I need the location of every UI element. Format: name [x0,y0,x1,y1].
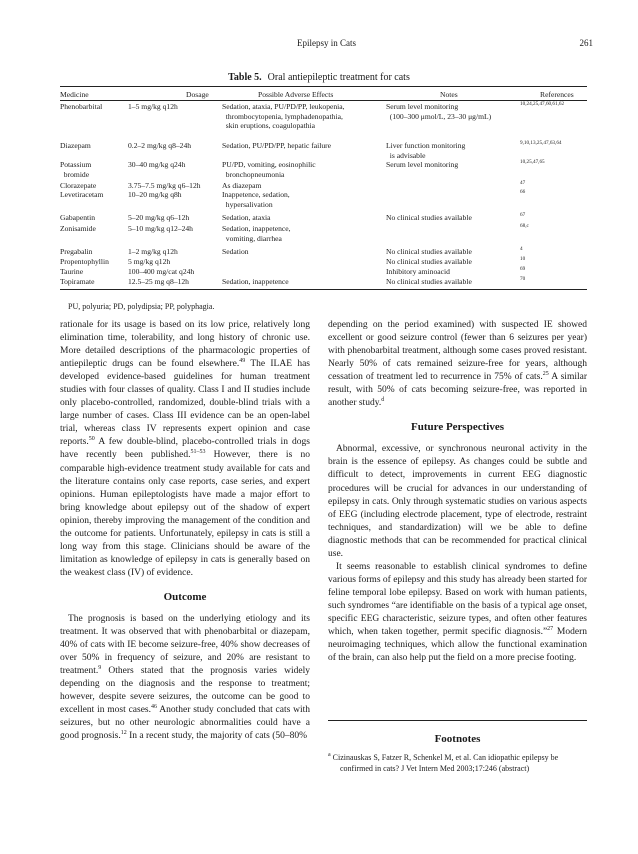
table-label: Table 5. [228,72,262,83]
cell-notes: No clinical studies available [386,213,472,222]
cell-medicine: Gabapentin [60,213,96,222]
cell-medicine: Topiramate [60,277,95,286]
cell-references: 67 [520,212,526,218]
cell-medicine: Propentophyllin [60,257,109,266]
cell-dosage: 0.2–2 mg/kg q8–24h [128,141,192,150]
cell-dosage: 1–2 mg/kg q12h [128,247,178,256]
cell-references: 68,c [520,223,529,229]
table-footnote: PU, polyuria; PD, polydipsia; PP, polyphagia. [68,302,215,311]
cell-notes: Serum level monitoring [386,160,459,169]
cell-dosage: 12.5–25 mg q8–12h [128,277,189,286]
cell-dosage: 5–20 mg/kg q6–12h [128,213,190,222]
cell-adverse-effects: PU/PD, vomiting, eosinophilic bronchopneumonia [222,160,316,179]
cell-references: 69 [520,266,526,272]
cell-dosage: 10–20 mg/kg q8h [128,190,182,199]
cell-adverse-effects: Sedation, ataxia, PU/PD/PP, leukopenia, thrombocytopenia, lymphadenopathia, skin eruptions, coagulopathia [222,102,345,131]
cell-adverse-effects: Sedation, PU/PD/PP, hepatic failure [222,141,332,150]
cell-references: 10,24,25,47,60,61,62 [520,101,565,107]
cell-dosage: 30–40 mg/kg q24h [128,160,186,169]
cell-references: 4 [520,246,523,252]
cell-adverse-effects: Inappetence, sedation, hypersalivation [222,190,290,209]
cell-dosage: 5 mg/kg q12h [128,257,171,266]
cell-notes: No clinical studies available [386,277,472,286]
cell-dosage: 100–400 mg/cat q24h [128,267,195,276]
cell-references: 47 [520,180,526,186]
cell-adverse-effects: Sedation [222,247,249,256]
cell-dosage: 5–10 mg/kg q12–24h [128,224,193,233]
running-title: Epilepsy in Cats [297,38,356,48]
cell-references: 10,25,47,65 [520,159,545,165]
cell-adverse-effects: As diazepam [222,181,262,190]
section-heading-outcome: Outcome [163,590,207,603]
paragraph: rationale for its usage is based on its low price, relatively long elimination time, tolerability, and long history of chronic use. More detailed descriptions of the pharmacologic properties of antiepileptic drugs can be found elsewhere.$^{49}$ The ILAE has developed evidence-based guidelines for human treatment studies with four classes of quality. Class I and II studies include only placebo-controlled, randomized, double-blind trials with a large number of cases. Class III evidence can be an open-label trial, whereas class IV represents expert opinion and case reports.$^{50}$ A few double-blind, placebo-controlled trials in dogs have recently been published.$^{51-53}$ However, there is no comparable high-evidence treatment study available for cats and the literature contains only case reports, case series, and expert opinions. Human epileptologists have made a major effort to bring knowledge about epilepsy out of the shadow of expert opinion, thereby improving the management of the condition and the outcome for patients. Unfortunately, epilepsy in cats is still a long way from this stage. Clinicians should be aware of the limitation as knowledge of epilepsy in cats is generally based on the weakest class (IV) of evidence. [60,320,310,578]
col-header-dosage: Dosage [186,90,209,99]
cell-medicine: Potassium bromide [60,160,92,179]
col-header-notes: Notes [440,90,458,99]
paragraph: It seems reasonable to establish clinical syndromes to define various forms of epilepsy and this study has already been started for feline temporal lobe epilepsy. Based on work with human patients, such syndromes “are identifiable on the basis of a typical age onset, specific EEG characteristic, seizure types, and often other features which, when taken together, permit specific diagnosis.”$^{27}$ Modern neuroimaging techniques, which allow the functional examination of the brain, can also help put the field on a more precise footing. [328,561,587,664]
cell-adverse-effects: Sedation, inappetence, vomiting, diarrhea [222,224,291,243]
table-bottom-rule [60,289,587,290]
section-heading-future-perspectives: Future Perspectives [411,421,504,434]
paragraph: The prognosis is based on the underlying etiology and its treatment. It was observed that with phenobarbital or diazepam, 40% of cats with IE become seizure-free, 40% show decreases of over 50% in frequency of seizure, and 20% are resistant to treatment.$^9$ Others stated that the prognosis varies widely depending on the diagnosis and the response to treatment; however, despite severe seizures, the outcome can be good to excellent in most cases.$^{46}$ Another study concluded that cats with seizures, but no other neurologic abnormalities could have a good prognosis.$^{12}$ In a recent study, the majority of cats (50–80% [60,613,310,742]
col-header-references: References [540,90,574,99]
col-header-adverse-effects: Possible Adverse Effects [258,90,334,99]
cell-dosage: 3.75–7.5 mg/kg q6–12h [128,181,201,190]
cell-dosage: 1–5 mg/kg q12h [128,102,178,111]
cell-references: 10 [520,256,526,262]
table-caption [0,72,638,83]
table-title: Oral antiepileptic treatment for cats [267,72,410,83]
cell-medicine: Taurine [60,267,84,276]
cell-references: 9,10,13,25,47,63,64 [520,140,562,146]
cell-notes: Inhibitory aminoacid [386,267,450,276]
cell-notes: No clinical studies available [386,257,472,266]
page-number: 261 [579,38,593,48]
footnote: $^a$ Cizinauskas S, Fatzer R, Schenkel M, et al. Can idiopathic epilepsy be confirmed in cats? J Vet Intern Med 2003;17:246 (abstract) [328,752,559,774]
paragraph: Abnormal, excessive, or synchronous neuronal activity in the brain is the essence of epilepsy. As changes could be subtle and difficult to detect, improvements in current EEG diagnostic procedures will be crucial for advances in our understanding of epilepsy in cats. Only through systematic studies on various aspects of EEG (including electrode placement, type of electrode, restraint techniques, and standardization) will we be able to define diagnostic methods that can be recommended for practical clinical use. [328,444,587,559]
cell-notes: No clinical studies available [386,247,472,256]
left-column [60,319,310,743]
table-header-rule [60,100,587,101]
cell-references: 70 [520,276,526,282]
col-header-medicine: Medicine [60,90,89,99]
footnotes-rule [328,720,587,721]
cell-notes: Serum level monitoring (100–300 μmol/L, 23–30 μg/mL) [386,102,492,121]
cell-medicine: Diazepam [60,141,91,150]
right-column [328,319,587,774]
cell-notes: Liver function monitoring is advisable [386,141,466,160]
cell-medicine: Clorazepate [60,181,97,190]
cell-references: 66 [520,189,526,195]
section-heading-footnotes: Footnotes [434,733,481,746]
cell-medicine: Pregabalin [60,247,93,256]
cell-medicine: Zonisamide [60,224,96,233]
cell-medicine: Phenobarbital [60,102,103,111]
paragraph: depending on the period examined) with suspected IE showed excellent or good seizure control (fewer than 6 seizures per year) with phenobarbital treatment, although some cases proved resistant. Nearly 50% of cats remained seizure-free for years, although cessation of treatment led to recurrence in 75% of cats.$^{25}$ A similar result, with 50% of cats becoming seizure-free, was reported in another study.$^d$ [328,320,587,409]
cell-adverse-effects: Sedation, ataxia [222,213,271,222]
table-top-rule [60,86,587,87]
cell-medicine: Levetiracetam [60,190,104,199]
cell-adverse-effects: Sedation, inappetence [222,277,289,286]
